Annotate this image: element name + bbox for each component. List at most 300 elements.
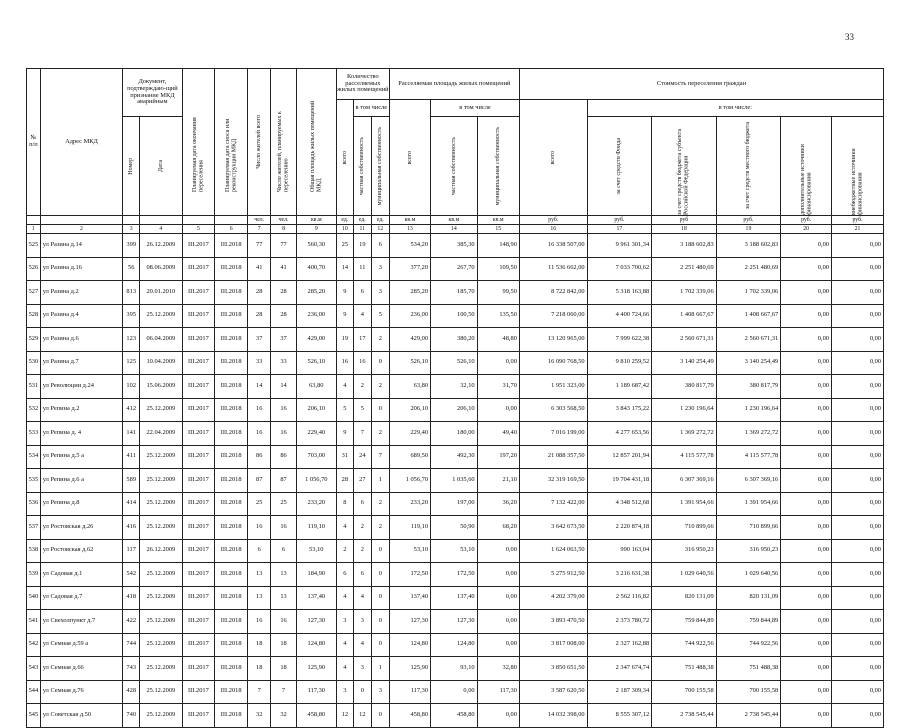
planned-resettle-cell: III.2017 <box>182 610 215 634</box>
qty-total-cell: 19 <box>336 328 353 352</box>
cost-total-cell: 3 642 673,50 <box>519 516 587 540</box>
area-municipal-cell: 0,00 <box>477 610 519 634</box>
header-area-group: Расселяемая площадь жилых помещений <box>389 69 519 100</box>
cost-subject-cell: 751 488,38 <box>652 657 717 681</box>
header-qty-total: всего <box>336 100 353 216</box>
planned-resettle-cell: III.2017 <box>182 445 215 469</box>
residents-total-cell: 6 <box>248 539 271 563</box>
qty-total-cell: 4 <box>336 516 353 540</box>
planned-demolish-cell: III.2018 <box>215 633 248 657</box>
area-municipal-cell: 31,70 <box>477 375 519 399</box>
qty-municipal-cell: 3 <box>371 257 389 281</box>
area-private-cell: 267,70 <box>431 257 478 281</box>
cost-fund-cell: 2 347 674,74 <box>587 657 652 681</box>
unit-cell: кв.м <box>389 216 430 225</box>
area-total-cell: 127,30 <box>389 610 430 634</box>
cost-subject-cell: 710 899,66 <box>652 516 717 540</box>
cost-extrabudget-cell: 0,00 <box>831 469 883 493</box>
row-number-cell: 529 <box>27 328 41 352</box>
cost-extrabudget-cell: 0,00 <box>831 351 883 375</box>
address-cell: ул Семная д.66 <box>40 657 123 681</box>
planned-demolish-cell: III.2018 <box>215 281 248 305</box>
area-municipal-cell: 68,20 <box>477 516 519 540</box>
row-number-cell: 527 <box>27 281 41 305</box>
doc-number-cell: 422 <box>123 610 140 634</box>
doc-number-cell: 117 <box>123 539 140 563</box>
area-municipal-cell: 117,30 <box>477 680 519 704</box>
planned-demolish-cell: III.2018 <box>215 657 248 681</box>
cost-local-cell: 380 817,79 <box>716 375 781 399</box>
cost-fund-cell: 7 033 700,62 <box>587 257 652 281</box>
qty-total-cell: 31 <box>336 445 353 469</box>
qty-private-cell: 2 <box>353 539 371 563</box>
cost-total-cell: 3 850 651,50 <box>519 657 587 681</box>
doc-date-cell: 25.12.2009 <box>140 586 182 610</box>
header-no: № п/п <box>27 69 41 216</box>
column-number-cell: 1 <box>27 225 41 234</box>
total-area-cell: 400,70 <box>296 257 336 281</box>
qty-total-cell: 4 <box>336 375 353 399</box>
qty-municipal-cell: 2 <box>371 328 389 352</box>
cost-local-cell: 744 922,56 <box>716 633 781 657</box>
unit-cell <box>182 216 215 225</box>
area-total-cell: 429,00 <box>389 328 430 352</box>
qty-municipal-cell: 7 <box>371 445 389 469</box>
cost-subject-cell: 2 251 480,69 <box>652 257 717 281</box>
area-private-cell: 492,30 <box>431 445 478 469</box>
residents-total-cell: 16 <box>248 516 271 540</box>
header-qty-incl: в том числе <box>353 100 389 117</box>
doc-date-cell: 25.12.2009 <box>140 469 182 493</box>
column-numbers-row <box>27 225 884 234</box>
qty-private-cell: 6 <box>353 492 371 516</box>
doc-number-cell: 56 <box>123 257 140 281</box>
qty-private-cell: 4 <box>353 586 371 610</box>
unit-cell: руб. <box>519 216 587 225</box>
area-private-cell: 32,10 <box>431 375 478 399</box>
header-cost-local: за счет средств местного бюджета <box>716 117 781 216</box>
cost-local-cell: 1 408 667,67 <box>716 304 781 328</box>
doc-number-cell: 589 <box>123 469 140 493</box>
area-municipal-cell: 0,00 <box>477 398 519 422</box>
area-total-cell: 172,50 <box>389 563 430 587</box>
residents-total-cell: 13 <box>248 563 271 587</box>
cost-fund-cell: 4 348 512,68 <box>587 492 652 516</box>
column-number-cell: 11 <box>353 225 371 234</box>
cost-total-cell: 7 132 422,00 <box>519 492 587 516</box>
total-area-cell: 117,30 <box>296 680 336 704</box>
total-area-cell: 137,40 <box>296 586 336 610</box>
planned-demolish-cell: III.2018 <box>215 610 248 634</box>
area-private-cell: 206,10 <box>431 398 478 422</box>
doc-date-cell: 08.06.2009 <box>140 257 182 281</box>
address-cell: ул Разина д.2 <box>40 281 123 305</box>
table-row <box>27 680 884 704</box>
header-cost-group: Стоимость переселения граждан <box>519 69 883 100</box>
qty-private-cell: 6 <box>353 281 371 305</box>
table-body <box>27 234 884 728</box>
planned-resettle-cell: III.2017 <box>182 398 215 422</box>
total-area-cell: 206,10 <box>296 398 336 422</box>
doc-number-cell: 141 <box>123 422 140 446</box>
unit-cell <box>215 216 248 225</box>
cost-extrabudget-cell: 0,00 <box>831 328 883 352</box>
unit-cell: ед. <box>371 216 389 225</box>
area-total-cell: 229,40 <box>389 422 430 446</box>
cost-total-cell: 7 016 199,00 <box>519 422 587 446</box>
planned-demolish-cell: III.2018 <box>215 516 248 540</box>
doc-date-cell: 06.04.2009 <box>140 328 182 352</box>
cost-subject-cell: 1 408 667,67 <box>652 304 717 328</box>
header-cost-total: всего <box>519 100 587 216</box>
row-number-cell: 545 <box>27 704 41 728</box>
qty-total-cell: 9 <box>336 281 353 305</box>
qty-private-cell: 11 <box>353 257 371 281</box>
area-private-cell: 137,40 <box>431 586 478 610</box>
header-qty-private: частная собственность <box>353 117 371 216</box>
residents-total-cell: 87 <box>248 469 271 493</box>
residents-total-cell: 13 <box>248 586 271 610</box>
planned-demolish-cell: III.2018 <box>215 539 248 563</box>
residents-total-cell: 37 <box>248 328 271 352</box>
column-number-cell: 17 <box>587 225 652 234</box>
cost-total-cell: 14 032 398,00 <box>519 704 587 728</box>
header-cost-extrabudget: внебюджетные источники финансирования <box>831 117 883 216</box>
total-area-cell: 1 056,70 <box>296 469 336 493</box>
column-number-cell: 19 <box>716 225 781 234</box>
cost-local-cell: 4 115 577,78 <box>716 445 781 469</box>
doc-date-cell: 26.12.2009 <box>140 539 182 563</box>
planned-demolish-cell: III.2018 <box>215 257 248 281</box>
qty-private-cell: 27 <box>353 469 371 493</box>
planned-resettle-cell: III.2017 <box>182 563 215 587</box>
cost-additional-cell: 0,00 <box>781 257 832 281</box>
doc-number-cell: 744 <box>123 633 140 657</box>
area-total-cell: 124,80 <box>389 633 430 657</box>
area-municipal-cell: 0,00 <box>477 563 519 587</box>
qty-private-cell: 19 <box>353 234 371 258</box>
cost-local-cell: 1 369 272,72 <box>716 422 781 446</box>
cost-fund-cell: 3 216 631,38 <box>587 563 652 587</box>
unit-cell: руб. <box>781 216 832 225</box>
table-row <box>27 445 884 469</box>
qty-private-cell: 0 <box>353 680 371 704</box>
cost-additional-cell: 0,00 <box>781 704 832 728</box>
cost-extrabudget-cell: 0,00 <box>831 281 883 305</box>
row-number-cell: 540 <box>27 586 41 610</box>
address-cell: ул Советская д.50 <box>40 704 123 728</box>
address-cell: ул Семная д.76 <box>40 680 123 704</box>
table-row <box>27 234 884 258</box>
header-cost-fund: за счет средств Фонда <box>587 117 652 216</box>
address-cell: ул Революции д.24 <box>40 375 123 399</box>
cost-local-cell: 820 131,09 <box>716 586 781 610</box>
cost-subject-cell: 1 391 954,66 <box>652 492 717 516</box>
area-municipal-cell: 0,00 <box>477 633 519 657</box>
column-number-cell: 16 <box>519 225 587 234</box>
residents-total-cell: 28 <box>248 281 271 305</box>
doc-number-cell: 416 <box>123 516 140 540</box>
area-municipal-cell: 0,00 <box>477 704 519 728</box>
cost-extrabudget-cell: 0,00 <box>831 257 883 281</box>
planned-resettle-cell: III.2017 <box>182 351 215 375</box>
row-number-cell: 535 <box>27 469 41 493</box>
cost-subject-cell: 1 029 640,56 <box>652 563 717 587</box>
address-cell: ул Репина д.2 <box>40 398 123 422</box>
address-cell: ул Репина д.6 а <box>40 469 123 493</box>
cost-total-cell: 16 090 768,50 <box>519 351 587 375</box>
qty-municipal-cell: 5 <box>371 304 389 328</box>
row-number-cell: 531 <box>27 375 41 399</box>
doc-date-cell: 25.12.2009 <box>140 657 182 681</box>
resettlement-table-container <box>26 68 884 728</box>
doc-number-cell: 813 <box>123 281 140 305</box>
column-number-cell: 4 <box>140 225 182 234</box>
header-doc-number: Номер <box>123 117 140 216</box>
residents-total-cell: 28 <box>248 304 271 328</box>
area-municipal-cell: 148,90 <box>477 234 519 258</box>
cost-extrabudget-cell: 0,00 <box>831 422 883 446</box>
cost-local-cell: 1 702 339,06 <box>716 281 781 305</box>
unit-cell: чел. <box>248 216 271 225</box>
area-municipal-cell: 99,50 <box>477 281 519 305</box>
column-number-cell: 6 <box>215 225 248 234</box>
doc-date-cell: 20.01.2010 <box>140 281 182 305</box>
column-number-cell: 5 <box>182 225 215 234</box>
area-total-cell: 534,20 <box>389 234 430 258</box>
area-total-cell: 117,30 <box>389 680 430 704</box>
cost-total-cell: 8 722 842,00 <box>519 281 587 305</box>
cost-additional-cell: 0,00 <box>781 492 832 516</box>
column-number-cell: 7 <box>248 225 271 234</box>
qty-municipal-cell: 2 <box>371 375 389 399</box>
column-number-cell: 10 <box>336 225 353 234</box>
unit-cell <box>140 216 182 225</box>
doc-date-cell: 15.06.2009 <box>140 375 182 399</box>
table-row <box>27 539 884 563</box>
resettlement-table <box>26 68 884 728</box>
row-number-cell: 526 <box>27 257 41 281</box>
column-number-cell: 15 <box>477 225 519 234</box>
area-private-cell: 380,20 <box>431 328 478 352</box>
area-private-cell: 93,10 <box>431 657 478 681</box>
cost-subject-cell: 2 560 671,31 <box>652 328 717 352</box>
cost-extrabudget-cell: 0,00 <box>831 610 883 634</box>
unit-cell <box>123 216 140 225</box>
cost-additional-cell: 0,00 <box>781 633 832 657</box>
area-total-cell: 689,50 <box>389 445 430 469</box>
table-row <box>27 304 884 328</box>
cost-fund-cell: 8 555 307,12 <box>587 704 652 728</box>
header-cost-subject: за счет средств бюджета субъекта Российской Федерации <box>652 117 717 216</box>
qty-private-cell: 2 <box>353 375 371 399</box>
cost-subject-cell: 759 844,89 <box>652 610 717 634</box>
qty-total-cell: 12 <box>336 704 353 728</box>
cost-extrabudget-cell: 0,00 <box>831 304 883 328</box>
total-area-cell: 560,30 <box>296 234 336 258</box>
cost-subject-cell: 1 369 272,72 <box>652 422 717 446</box>
area-private-cell: 100,50 <box>431 304 478 328</box>
area-private-cell: 127,30 <box>431 610 478 634</box>
planned-resettle-cell: III.2017 <box>182 680 215 704</box>
doc-date-cell: 25.12.2009 <box>140 516 182 540</box>
table-row <box>27 469 884 493</box>
area-private-cell: 385,30 <box>431 234 478 258</box>
residents-total-cell: 86 <box>248 445 271 469</box>
cost-total-cell: 11 536 662,00 <box>519 257 587 281</box>
doc-date-cell: 25.12.2009 <box>140 492 182 516</box>
qty-municipal-cell: 1 <box>371 657 389 681</box>
area-total-cell: 137,40 <box>389 586 430 610</box>
row-number-cell: 538 <box>27 539 41 563</box>
cost-subject-cell: 1 230 196,64 <box>652 398 717 422</box>
area-private-cell: 53,10 <box>431 539 478 563</box>
qty-private-cell: 6 <box>353 563 371 587</box>
unit-cell: руб. <box>716 216 781 225</box>
total-area-cell: 429,00 <box>296 328 336 352</box>
table-row <box>27 516 884 540</box>
cost-extrabudget-cell: 0,00 <box>831 375 883 399</box>
doc-number-cell: 743 <box>123 657 140 681</box>
qty-municipal-cell: 3 <box>371 281 389 305</box>
qty-municipal-cell: 1 <box>371 469 389 493</box>
cost-extrabudget-cell: 0,00 <box>831 516 883 540</box>
unit-cell: руб <box>652 216 717 225</box>
cost-local-cell: 700 155,58 <box>716 680 781 704</box>
unit-cell: ед. <box>353 216 371 225</box>
table-row <box>27 492 884 516</box>
doc-date-cell: 10.04.2009 <box>140 351 182 375</box>
residents-total-cell: 33 <box>248 351 271 375</box>
residents-planned-cell: 7 <box>271 680 296 704</box>
qty-private-cell: 24 <box>353 445 371 469</box>
area-total-cell: 377,20 <box>389 257 430 281</box>
cost-local-cell: 1 029 640,56 <box>716 563 781 587</box>
cost-additional-cell: 0,00 <box>781 657 832 681</box>
cost-extrabudget-cell: 0,00 <box>831 657 883 681</box>
cost-fund-cell: 4 400 724,66 <box>587 304 652 328</box>
planned-resettle-cell: III.2017 <box>182 539 215 563</box>
qty-total-cell: 8 <box>336 492 353 516</box>
planned-resettle-cell: III.2017 <box>182 375 215 399</box>
cost-local-cell: 2 251 480,69 <box>716 257 781 281</box>
planned-resettle-cell: III.2017 <box>182 328 215 352</box>
cost-fund-cell: 12 857 201,94 <box>587 445 652 469</box>
residents-planned-cell: 33 <box>271 351 296 375</box>
cost-fund-cell: 2 187 309,34 <box>587 680 652 704</box>
cost-additional-cell: 0,00 <box>781 398 832 422</box>
total-area-cell: 119,10 <box>296 516 336 540</box>
cost-subject-cell: 700 155,58 <box>652 680 717 704</box>
qty-municipal-cell: 0 <box>371 563 389 587</box>
address-cell: ул Семная д.59 а <box>40 633 123 657</box>
residents-planned-cell: 87 <box>271 469 296 493</box>
area-private-cell: 172,50 <box>431 563 478 587</box>
cost-additional-cell: 0,00 <box>781 375 832 399</box>
planned-resettle-cell: III.2017 <box>182 516 215 540</box>
area-total-cell: 285,20 <box>389 281 430 305</box>
column-number-cell: 14 <box>431 225 478 234</box>
planned-resettle-cell: III.2017 <box>182 257 215 281</box>
table-row <box>27 398 884 422</box>
planned-demolish-cell: III.2018 <box>215 375 248 399</box>
cost-fund-cell: 2 373 780,72 <box>587 610 652 634</box>
cost-local-cell: 3 188 602,83 <box>716 234 781 258</box>
qty-total-cell: 4 <box>336 657 353 681</box>
cost-subject-cell: 4 115 577,78 <box>652 445 717 469</box>
area-total-cell: 233,20 <box>389 492 430 516</box>
cost-total-cell: 1 951 323,00 <box>519 375 587 399</box>
doc-date-cell: 22.04.2009 <box>140 422 182 446</box>
cost-local-cell: 316 950,23 <box>716 539 781 563</box>
area-private-cell: 50,90 <box>431 516 478 540</box>
area-municipal-cell: 48,80 <box>477 328 519 352</box>
doc-number-cell: 399 <box>123 234 140 258</box>
cost-additional-cell: 0,00 <box>781 351 832 375</box>
unit-cell: руб. <box>587 216 652 225</box>
qty-total-cell: 16 <box>336 351 353 375</box>
qty-municipal-cell: 2 <box>371 422 389 446</box>
cost-total-cell: 16 338 507,00 <box>519 234 587 258</box>
total-area-cell: 124,80 <box>296 633 336 657</box>
address-cell: ул Репина д. 4 <box>40 422 123 446</box>
doc-number-cell: 411 <box>123 445 140 469</box>
area-private-cell: 458,80 <box>431 704 478 728</box>
area-total-cell: 1 056,70 <box>389 469 430 493</box>
row-number-cell: 542 <box>27 633 41 657</box>
planned-resettle-cell: III.2017 <box>182 304 215 328</box>
area-municipal-cell: 21,10 <box>477 469 519 493</box>
qty-total-cell: 2 <box>336 539 353 563</box>
address-cell: ул Разина д.7 <box>40 351 123 375</box>
page-number: 33 <box>845 32 854 42</box>
cost-extrabudget-cell: 0,00 <box>831 563 883 587</box>
cost-total-cell: 5 275 912,50 <box>519 563 587 587</box>
planned-demolish-cell: III.2018 <box>215 492 248 516</box>
qty-private-cell: 5 <box>353 398 371 422</box>
unit-cell: ед. <box>336 216 353 225</box>
cost-additional-cell: 0,00 <box>781 422 832 446</box>
row-number-cell: 528 <box>27 304 41 328</box>
total-area-cell: 53,10 <box>296 539 336 563</box>
cost-local-cell: 1 391 954,66 <box>716 492 781 516</box>
header-qty-group: Количество расселяемых жилых помещений <box>336 69 389 100</box>
cost-additional-cell: 0,00 <box>781 328 832 352</box>
planned-resettle-cell: III.2017 <box>182 492 215 516</box>
doc-number-cell: 542 <box>123 563 140 587</box>
qty-private-cell: 16 <box>353 351 371 375</box>
cost-extrabudget-cell: 0,00 <box>831 633 883 657</box>
table-row <box>27 633 884 657</box>
planned-demolish-cell: III.2018 <box>215 704 248 728</box>
unit-cell: кв.м <box>431 216 478 225</box>
area-total-cell: 236,00 <box>389 304 430 328</box>
address-cell: ул Ростовская д.26 <box>40 516 123 540</box>
cost-fund-cell: 1 189 687,42 <box>587 375 652 399</box>
doc-number-cell: 418 <box>123 586 140 610</box>
cost-fund-cell: 9 810 259,52 <box>587 351 652 375</box>
qty-municipal-cell: 0 <box>371 633 389 657</box>
cost-additional-cell: 0,00 <box>781 586 832 610</box>
table-row <box>27 657 884 681</box>
residents-total-cell: 32 <box>248 704 271 728</box>
address-cell: ул Разина д.14 <box>40 234 123 258</box>
header-area-private: частная собственность <box>431 117 478 216</box>
cost-local-cell: 751 488,38 <box>716 657 781 681</box>
planned-demolish-cell: III.2018 <box>215 351 248 375</box>
column-number-cell: 2 <box>40 225 123 234</box>
cost-local-cell: 1 230 196,64 <box>716 398 781 422</box>
